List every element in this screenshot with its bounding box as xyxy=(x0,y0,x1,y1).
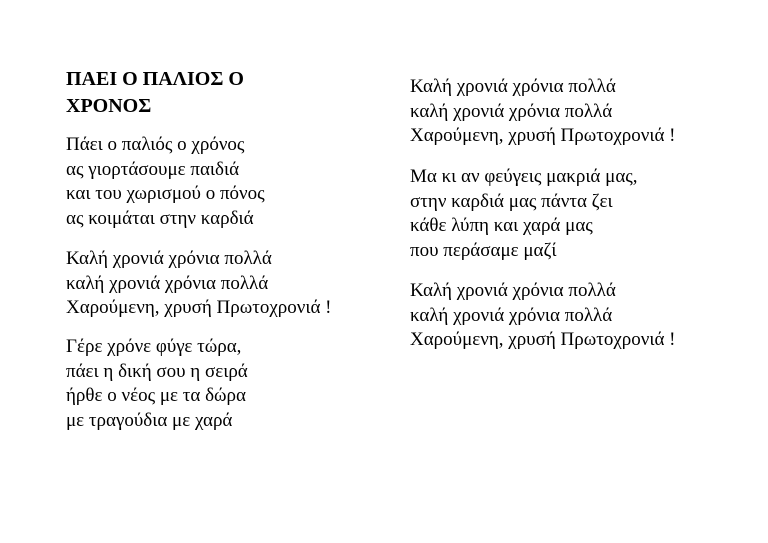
verse-line: καλή χρονιά χρόνια πολλά xyxy=(66,272,269,294)
verse-line: Χαρούμενη, χρυσή Πρωτοχρονιά ! xyxy=(410,329,676,350)
stanza-chorus-3 xyxy=(410,279,676,353)
verse-line: Καλή χρονιά χρόνια πολλά xyxy=(66,248,272,269)
verse-line: Χαρούμενη, χρυσή Πρωτοχρονιά ! xyxy=(66,297,332,318)
verse-line: Μα κι αν φεύγεις μακριά μας, xyxy=(410,166,638,187)
verse-line: στην καρδιά μας πάντα ζει xyxy=(410,190,613,212)
verse-line: Καλή χρονιά χρόνια πολλά xyxy=(410,280,616,301)
verse-line: με τραγούδια με χαρά xyxy=(66,409,233,431)
verse-line: ας γιορτάσουμε παιδιά xyxy=(66,158,240,180)
verse-line: που περάσαμε μαζί xyxy=(410,239,557,261)
title-line: ΧΡΟΝΟΣ xyxy=(66,95,152,117)
verse-line: και του χωρισμού ο πόνος xyxy=(66,183,265,204)
verse-line: Χαρούμενη, χρυσή Πρωτοχρονιά ! xyxy=(410,125,676,146)
verse-line: Γέρε χρόνε φύγε τώρα, xyxy=(66,336,242,357)
verse-line: κάθε λύπη και χαρά μας xyxy=(410,215,593,236)
verse-line: ας κοιμάται στην καρδιά xyxy=(66,207,254,229)
song-title xyxy=(66,66,366,120)
verse-line: καλή χρονιά χρόνια πολλά xyxy=(410,304,613,326)
verse-line: Πάει ο παλιός ο χρόνος xyxy=(66,134,245,155)
verse-line: ήρθε ο νέος με τα δώρα xyxy=(66,385,246,406)
stanza-verse-1 xyxy=(66,133,265,231)
stanza-verse-3 xyxy=(410,165,638,263)
verse-line: πάει η δική σου η σειρά xyxy=(66,360,248,382)
verse-line: Καλή χρονιά χρόνια πολλά xyxy=(410,76,616,97)
stanza-chorus-1 xyxy=(66,247,332,321)
verse-line: καλή χρονιά χρόνια πολλά xyxy=(410,100,613,122)
stanza-verse-2 xyxy=(66,335,248,433)
title-line: ΠΑΕΙ Ο ΠΑΛΙΟΣ Ο xyxy=(66,68,244,90)
stanza-chorus-2 xyxy=(410,75,676,149)
